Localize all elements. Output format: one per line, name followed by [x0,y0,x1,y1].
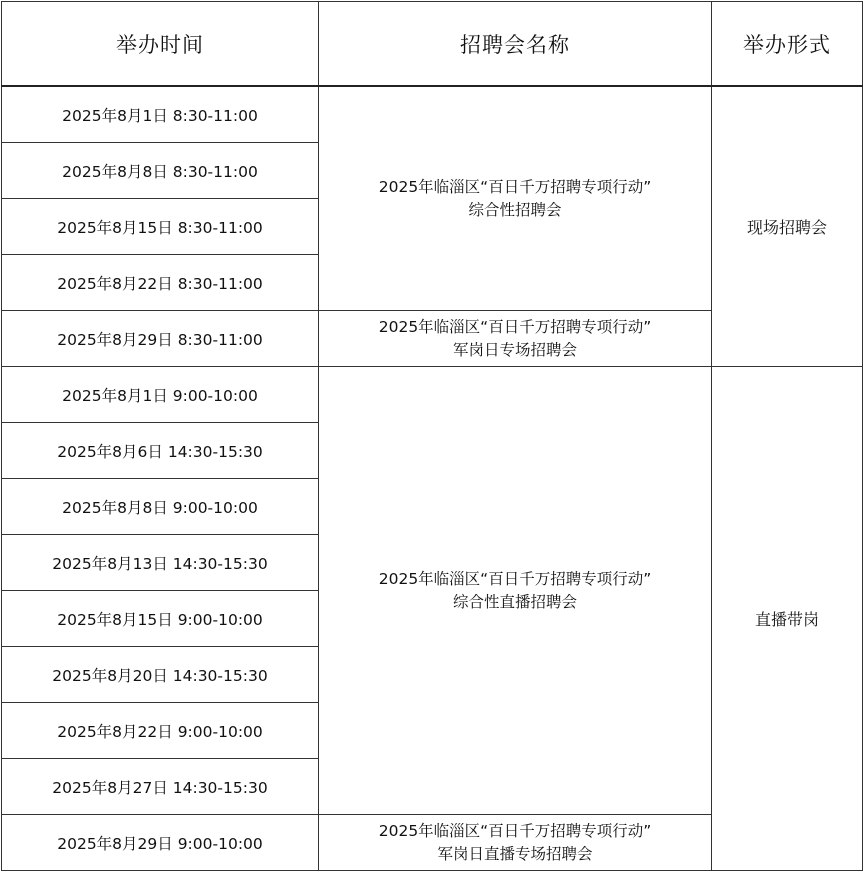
fair-name-cell [319,815,712,871]
job-fair-schedule-table [1,1,863,871]
form-cell: 直播带岗 [712,367,863,871]
time-cell: 2025年8月15日 8:30-11:00 [2,199,319,255]
fair-name-line1: 2025年临淄区“百日千万招聘专项行动” [378,821,652,840]
fair-name-cell [319,311,712,367]
time-cell: 2025年8月8日 9:00-10:00 [2,479,319,535]
table-row [2,86,863,143]
time-cell: 2025年8月1日 9:00-10:00 [2,367,319,423]
time-cell: 2025年8月8日 8:30-11:00 [2,143,319,199]
time-cell: 2025年8月22日 9:00-10:00 [2,703,319,759]
fair-name-line1: 2025年临淄区“百日千万招聘专项行动” [378,317,652,336]
time-cell: 2025年8月29日 9:00-10:00 [2,815,319,871]
form-cell: 现场招聘会 [712,86,863,367]
fair-name-line2: 军岗日直播专场招聘会 [437,844,593,863]
fair-name-line1: 2025年临淄区“百日千万招聘专项行动” [378,177,652,196]
time-cell: 2025年8月1日 8:30-11:00 [2,86,319,143]
time-cell: 2025年8月20日 14:30-15:30 [2,647,319,703]
time-cell: 2025年8月29日 8:30-11:00 [2,311,319,367]
time-cell: 2025年8月22日 8:30-11:00 [2,255,319,311]
fair-name-line2: 军岗日专场招聘会 [452,340,577,359]
table-row [2,367,863,423]
fair-name-cell [319,367,712,815]
time-cell: 2025年8月27日 14:30-15:30 [2,759,319,815]
table-header-row [2,2,863,87]
time-cell: 2025年8月15日 9:00-10:00 [2,591,319,647]
fair-name-cell [319,86,712,311]
time-cell: 2025年8月13日 14:30-15:30 [2,535,319,591]
header-name: 招聘会名称 [319,2,712,87]
fair-name-line2: 综合性直播招聘会 [452,592,577,611]
header-time: 举办时间 [2,2,319,87]
fair-name-line2: 综合性招聘会 [468,200,562,219]
fair-name-line1: 2025年临淄区“百日千万招聘专项行动” [378,569,652,588]
header-form: 举办形式 [712,2,863,87]
time-cell: 2025年8月6日 14:30-15:30 [2,423,319,479]
